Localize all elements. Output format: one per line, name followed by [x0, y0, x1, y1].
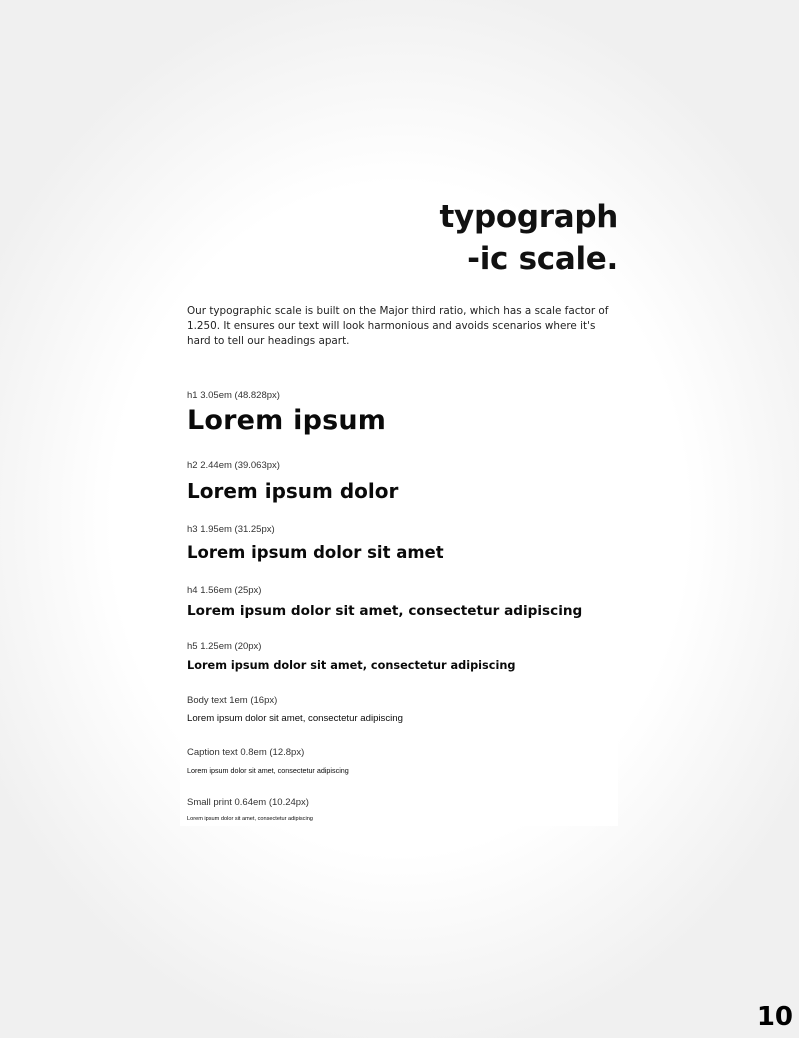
caption-sample: Lorem ipsum dolor sit amet, consectetur adipiscing [187, 766, 349, 775]
intro-paragraph: Our typographic scale is built on the Major third ratio, which has a scale factor of 1.250. It ensures our text will look harmonious and avoids scenarios where it's hard to tell our headings apart. [187, 305, 609, 347]
h5-spec-label: h5 1.25em (20px) [187, 641, 262, 652]
page-number: 10 [756, 1002, 793, 1032]
h5-sample: Lorem ipsum dolor sit amet, consectetur adipiscing [187, 659, 516, 672]
title-line-2: -ic scale. [467, 241, 618, 277]
body-sample: Lorem ipsum dolor sit amet, consectetur adipiscing [187, 713, 403, 724]
small-print-spec-label: Small print 0.64em (10.24px) [187, 797, 309, 808]
h4-sample: Lorem ipsum dolor sit amet, consectetur adipiscing [187, 603, 583, 619]
h2-sample: Lorem ipsum dolor [187, 479, 399, 503]
h3-sample: Lorem ipsum dolor sit amet [187, 543, 444, 562]
caption-spec-label: Caption text 0.8em (12.8px) [187, 747, 305, 758]
body-spec-label: Body text 1em (16px) [187, 695, 278, 706]
small-print-sample: Lorem ipsum dolor sit amet, consectetur adipiscing [187, 816, 313, 822]
h4-spec-label: h4 1.56em (25px) [187, 585, 262, 596]
h1-spec-label: h1 3.05em (48.828px) [187, 390, 280, 401]
h2-spec-label: h2 2.44em (39.063px) [187, 460, 280, 471]
h3-spec-label: h3 1.95em (31.25px) [187, 524, 275, 535]
page-title [440, 196, 618, 280]
h1-sample: Lorem ipsum [187, 405, 387, 436]
title-line-1: typograph [439, 199, 618, 235]
